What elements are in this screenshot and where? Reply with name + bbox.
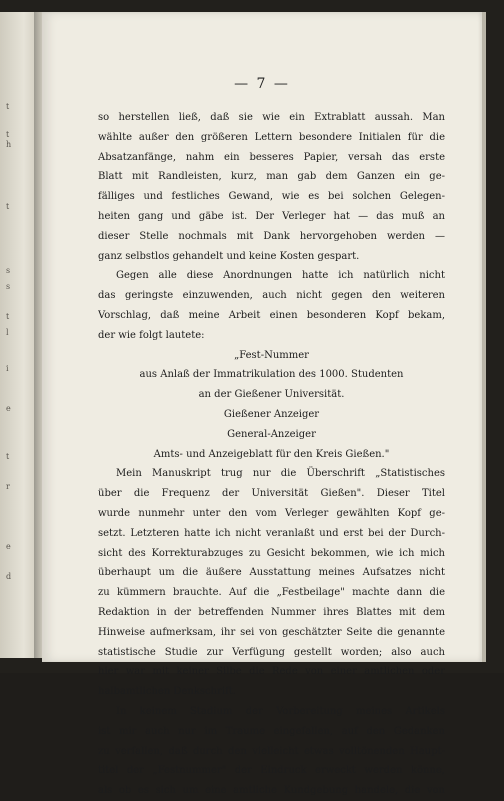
text-line: dieser Stelle nochmals mit Dank hervorgehoben werden — xyxy=(98,230,445,242)
text-line: Blatt mit Randleisten, kurz, man gab dem Ganzen ein ge- xyxy=(98,171,445,183)
text-line: zu kümmern brauchte. Auf die „Festbeilage" machte dann die xyxy=(98,587,445,599)
text-line: ist mir auch nur im Traume eingefallen, auf den Gedanken xyxy=(98,725,445,737)
previous-page-char: s xyxy=(6,282,11,291)
book-gutter xyxy=(34,12,42,658)
text-line: statistische Studie zur Verfügung gestellt worden; also auch xyxy=(98,646,445,658)
previous-page-char: h xyxy=(6,140,12,149)
body-text xyxy=(98,108,445,801)
text-line: über die Frequenz der Universität Gießen". Dieser Titel xyxy=(98,488,445,500)
previous-page-char: t xyxy=(6,130,10,139)
text-line: Gießener Anzeiger xyxy=(223,408,320,420)
text-line: wählte außer den größeren Lettern besondere Initialen für die xyxy=(98,131,445,143)
text-line: der wie folgt lautete: xyxy=(98,329,205,341)
previous-page-char: r xyxy=(6,482,10,491)
previous-page-char: i xyxy=(6,364,9,373)
text-line: so herstellen ließ, daß sie wie ein Extrablatt aussah. Man xyxy=(98,112,445,123)
text-line: ganz selbstlos gehandelt und keine Kosten gespart. xyxy=(98,250,360,262)
previous-page-char: l xyxy=(6,328,9,337)
text-line: fälliges und festliches Gewand, wie es bei solchen Gelegen- xyxy=(98,191,445,203)
previous-page-edge xyxy=(0,12,34,658)
text-line: hier war mit keiner Silbe die Rede von einer amtlichen oder xyxy=(98,666,445,678)
previous-page-char: t xyxy=(6,312,10,321)
text-line: Hinweise aufmerksam, ihr sei von geschätzter Seite die genannte xyxy=(98,626,445,638)
text-line: das geringste einzuwenden, auch nicht gegen den weiteren xyxy=(98,290,445,302)
text-line: an der Gießener Universität. xyxy=(198,389,345,401)
text-line: General-Anzeiger xyxy=(227,428,316,440)
text-line: In keinem Stadium der Vorbereitung meines Artikels xyxy=(116,705,445,717)
text-line: wurde nunmehr unter den vom Verleger gewählten Kopf ge- xyxy=(98,507,445,519)
text-line: aus Anlaß der Immatrikulation des 1000. Studenten xyxy=(139,369,404,381)
previous-page-char: s xyxy=(6,266,11,275)
previous-page-char: t xyxy=(6,102,10,111)
text-line: Gegen alle diese Anordnungen hatte ich natürlich nicht xyxy=(116,270,445,282)
previous-page-char: t xyxy=(6,202,10,211)
previous-page-char: d xyxy=(6,572,12,581)
previous-page-char: t xyxy=(6,452,10,461)
text-line: Mein Manuskript trug nur die Überschrift „Statistisches xyxy=(116,468,445,480)
text-line: Redaktion in der betreffenden Nummer ihres Blattes mit dem xyxy=(98,606,445,618)
text-line: heiten gang und gäbe ist. Der Verleger hat — das muß an xyxy=(98,210,445,222)
previous-page-char: e xyxy=(6,542,11,551)
text-line: zu verfallen, daß durch den vielleicht etwas volltönenden Haupt- xyxy=(98,745,445,757)
text-line: Absatzanfänge, nahm ein besseres Papier, versah das erste xyxy=(98,151,445,163)
text-line: sicht des Korrekturabzuges zu Gesicht bekommen, wie ich mich xyxy=(98,547,445,559)
page-number: — 7 — xyxy=(234,76,290,92)
text-line: Vorschlag, daß meine Arbeit einen besonderen Kopf bekam, xyxy=(98,309,445,321)
text-line: Amts- und Anzeigeblatt für den Kreis Gießen." xyxy=(153,448,390,460)
text-line: als ob es sich um eine amtliche Kundgebung handele, die von xyxy=(98,785,445,797)
text-line: setzt. Letzteren hatte ich nicht veranlaßt und erst bei der Durch- xyxy=(98,527,445,539)
page-right-edge xyxy=(482,12,486,662)
book-page xyxy=(42,12,482,797)
text-line: titel der „Festnummer" der Eindruck erweckt werden könne, xyxy=(98,765,445,777)
text-line: „Fest-Nummer xyxy=(234,349,309,361)
previous-page-char: e xyxy=(6,404,11,413)
text-line: halbamtlichen Denkschrift. xyxy=(98,686,236,698)
text-line: überhaupt um die äußere Ausstattung meines Aufsatzes nicht xyxy=(98,567,445,579)
